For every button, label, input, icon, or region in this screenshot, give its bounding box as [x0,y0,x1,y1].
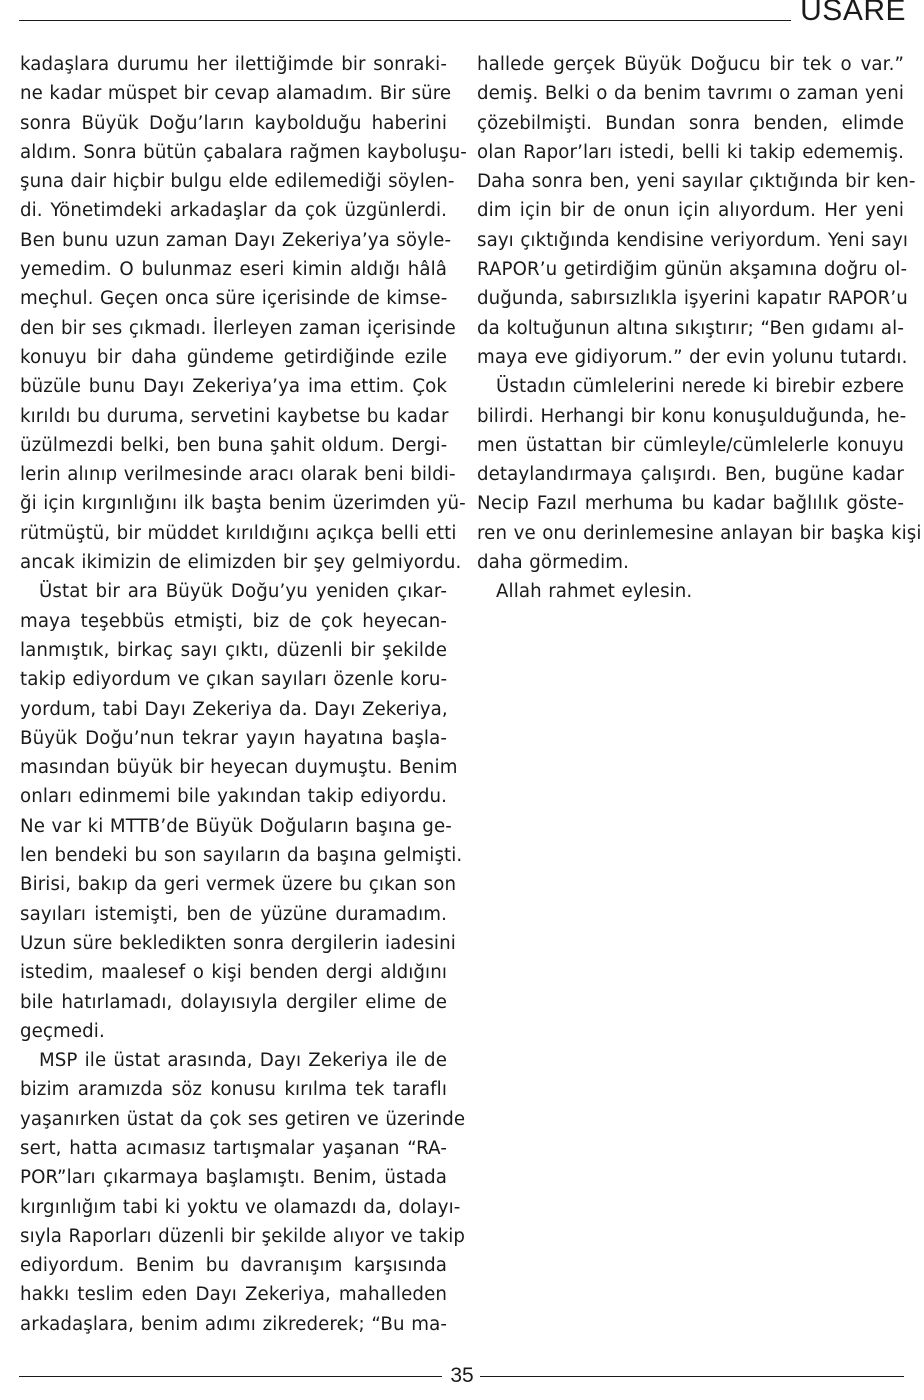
text-line: den bir ses çıkmadı. İlerleyen zaman içerisinde [20,317,456,339]
text-line: sayıları istemişti, ben de yüzüne duramadım. [20,903,447,925]
text-line: ği için kırgınlığını ilk başta benim üzerimden yü- [20,493,466,515]
text-line: da koltuğunun altına sıkıştırır; “Ben gıdamı al- [477,317,904,339]
text-line: POR”ları çıkarmaya başlamıştı. Benim, üstada [20,1167,447,1189]
text-line: Üstat bir ara Büyük Doğu’yu yeniden çıkar- [39,581,447,603]
magazine-brand: USARE [800,0,906,27]
text-line: kadaşlara durumu her ilettiğimde bir sonraki- [20,54,447,75]
text-line: yordum, tabi Dayı Zekeriya da. Dayı Zekeriya, [20,698,448,720]
footer-rule-left [19,1376,442,1377]
text-line: lanmıştık, birkaç sayı çıktı, düzenli bir şekilde [20,639,447,661]
text-line: bile hatırlamadı, dolayısıyla dergiler elime de [20,991,447,1013]
text-line: masından büyük bir heyecan duymuştu. Benim [20,757,458,779]
text-line: len bendeki bu son sayıların da başına gelmişti. [20,845,463,867]
text-line: maya teşebbüs etmişti, biz de çok heyecan- [20,610,447,632]
text-line: kırgınlığım tabi ki yoktu ve olamazdı da, dolayı- [20,1196,461,1218]
text-line: bizim aramızda söz konusu kırılma tek taraflı [20,1079,447,1101]
text-line: ren ve onu derinlemesine anlayan bir başka kişi [477,522,922,544]
text-line: çözebilmişti. Bundan sonra benden, elimde [477,112,904,134]
text-line: maya eve gidiyorum.” der evin yolunu tutardı. [477,346,908,368]
text-line: duğunda, sabırsızlıkla işyerini kapatır RAPOR’u [477,288,908,310]
text-line: detaylandırmaya çalışırdı. Ben, bugüne kadar [477,464,904,486]
text-line: Üstadın cümlelerini nerede ki birebir ezbere [496,376,904,398]
text-line: istedim, maalesef o kişi benden dergi aldığını [20,962,447,984]
text-line: di. Yönetimdeki arkadaşlar da çok üzgünlerdi. [20,200,447,222]
text-line: Büyük Doğu’nun tekrar yayın hayatına başla- [20,727,447,749]
text-line: ediyordum. Benim bu davranışım karşısında [20,1255,447,1277]
text-line: aldım. Sonra bütün çabalara rağmen kayboluşu- [20,141,467,163]
text-line: daha görmedim. [477,552,629,574]
text-line: takip ediyordum ve çıkan sayıları özenle koru- [20,669,448,691]
text-line: üzülmezdi belki, ben buna şahit oldum. Dergi- [20,434,448,456]
text-line: ancak ikimizin de elimizden bir şey gelmiyordu. [20,552,462,574]
text-line: yaşanırken üstat da çok ses getiren ve üzerinde [20,1108,466,1130]
text-line: kırıldı bu duruma, servetini kaybetse bu kadar [20,405,449,427]
text-line: meçhul. Geçen onca süre içerisinde de kimse- [20,288,448,310]
text-line: konuyu bir daha gündeme getirdiğinde ezile [20,346,447,368]
text-line: geçmedi. [20,1020,105,1042]
text-line: lerin alınıp verilmesinde aracı olarak beni bildi- [20,464,456,486]
header-rule [19,20,791,21]
text-line: RAPOR’u getirdiğim günün akşamına doğru ol- [477,259,908,281]
text-line: Ne var ki MTTB’de Büyük Doğuların başına ge- [20,815,452,837]
text-line: hakkı teslim eden Dayı Zekeriya, mahalleden [20,1284,447,1306]
text-line: Ben bunu uzun zaman Dayı Zekeriya’ya söyle- [20,229,452,251]
text-line: olan Rapor’ları istedi, belli ki takip edememiş. [477,141,904,163]
text-line: onları edinmemi bile yakından takip ediyordu. [20,786,447,808]
footer-rule-right [480,1376,904,1377]
text-line: rütmüştü, bir müddet kırıldığını açıkça belli etti [20,522,457,544]
text-line: dim için bir de onun için alıyordum. Her yeni [477,200,904,222]
text-line: sonra Büyük Doğu’ların kaybolduğu haberini [20,112,447,134]
text-line: yemedim. O bulunmaz eseri kimin aldığı hâlâ [20,259,447,281]
text-line: hallede gerçek Büyük Doğucu bir tek o var.” [477,54,904,75]
text-line: arkadaşlara, benim adımı zikrederek; “Bu ma- [20,1313,447,1335]
text-line: MSP ile üstat arasında, Dayı Zekeriya ile de [39,1050,447,1072]
text-line: Birisi, bakıp da geri vermek üzere bu çıkan son [20,874,457,896]
text-line: sıyla Raporları düzenli bir şekilde alıyor ve takip [20,1225,466,1247]
left-column [20,50,467,1339]
text-line: sert, hatta acımasız tartışmalar yaşanan “RA- [20,1137,447,1159]
text-line: sayı çıktığında kendisine veriyordum. Yeni sayı [477,229,909,251]
right-column [477,50,922,607]
text-line: bilirdi. Herhangi bir konu konuşulduğunda, he- [477,405,907,427]
text-line: büzüle bunu Dayı Zekeriya’ya ima ettim. Çok [20,376,447,398]
text-line: Uzun süre bekledikten sonra dergilerin iadesini [20,932,456,954]
text-line: şuna dair hiçbir bulgu elde edilemediği söylen- [20,171,455,193]
page-number: 35 [450,1364,474,1387]
text-line: ne kadar müspet bir cevap alamadım. Bir süre [20,83,452,105]
text-line: Allah rahmet eylesin. [496,581,693,603]
text-line: men üstattan bir cümleyle/cümlelerle konuyu [477,434,904,456]
text-line: Necip Fazıl merhuma bu kadar bağlılık göste- [477,493,904,515]
text-line: Daha sonra ben, yeni sayılar çıktığında bir ken- [477,171,916,193]
text-line: demiş. Belki o da benim tavrımı o zaman yeni [477,83,904,105]
